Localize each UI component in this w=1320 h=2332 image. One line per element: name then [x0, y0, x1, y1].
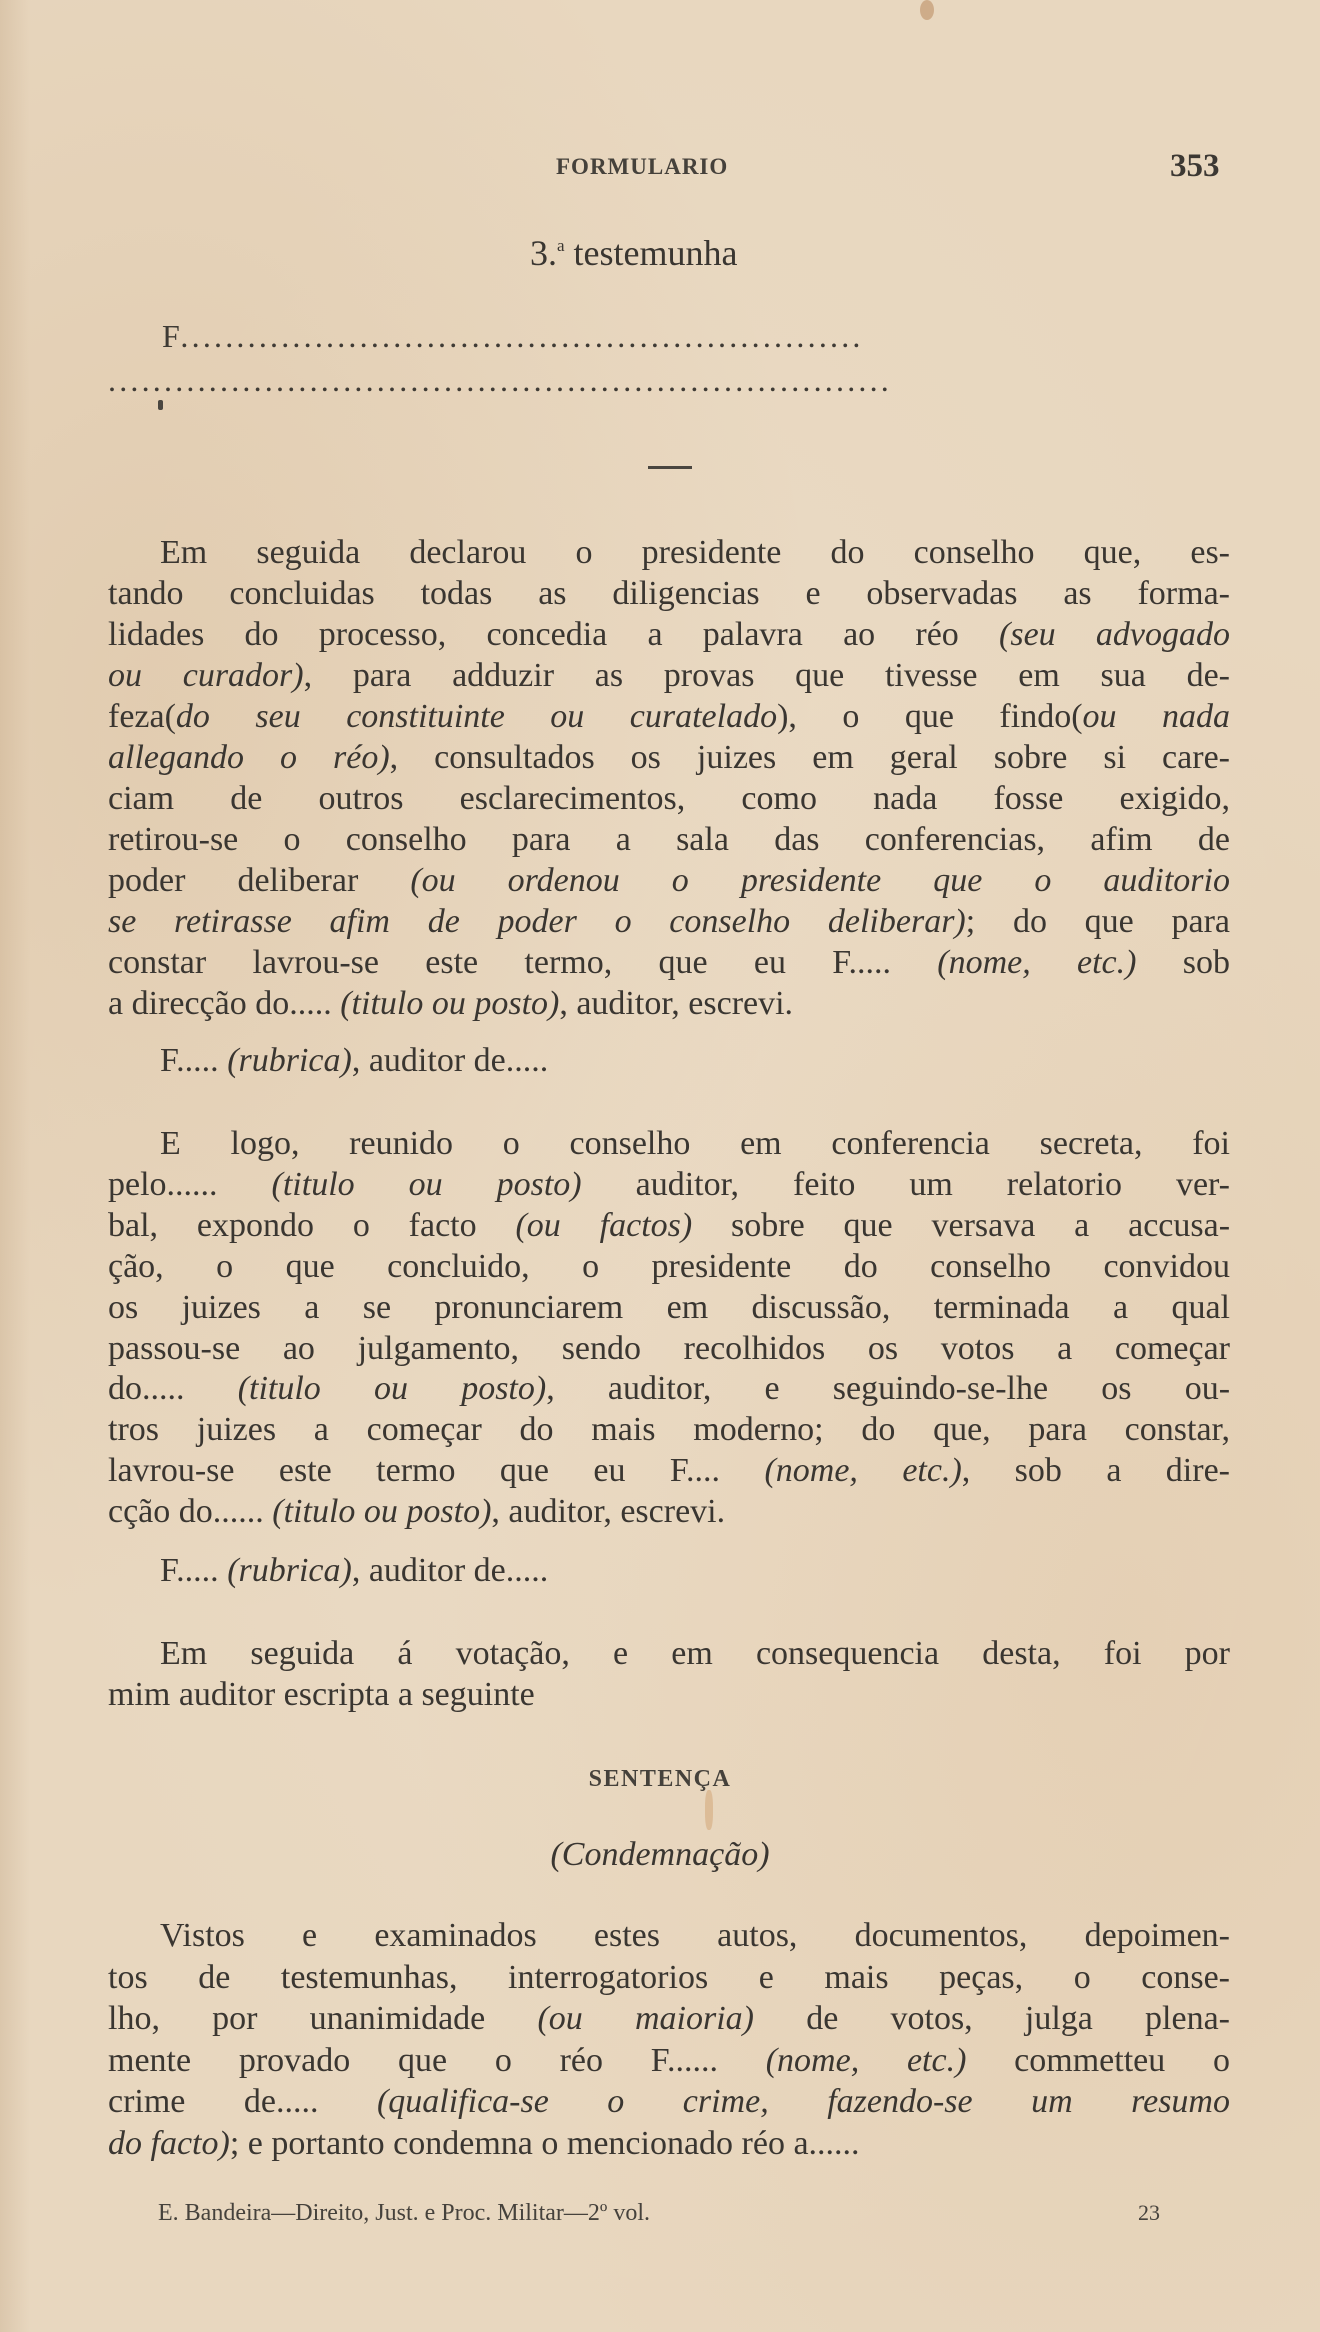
text-run: , auditor de..... [351, 1042, 549, 1079]
text-run: a direcção do..... [108, 985, 341, 1022]
text-run: Em seguida á votação, e em consequencia desta, foi por [160, 1635, 1230, 1672]
text-run: tando concluidas todas as diligencias e observadas as forma- [108, 575, 1230, 612]
text-run: tos de testemunhas, interrogatorios e mais peças, o conse- [108, 1958, 1230, 1996]
italic-text: (rubrica) [227, 1042, 352, 1079]
italic-text: (nome, etc.) [765, 2041, 967, 2079]
text-run: passou-se ao julgamento, sendo recolhidos os votos a começar [108, 1329, 1230, 1367]
text-line [160, 1550, 1230, 1591]
italic-text: (qualifica-se o crime, fazendo-se um resumo [376, 2083, 1230, 2120]
text-run: , consultados os juizes em geral sobre si care- [389, 739, 1230, 776]
text-line [108, 2040, 1230, 2081]
text-run: , auditor, escrevi. [491, 1493, 726, 1531]
printer-mark [158, 400, 163, 410]
text-line [108, 1205, 1230, 1246]
text-run: E logo, reunido o conselho em conferencia secreta, foi [160, 1125, 1230, 1162]
italic-text: se retirasse afim de poder o conselho deliberar) [108, 903, 966, 940]
text-run: mim auditor escripta a seguinte [108, 1675, 535, 1713]
ordinal-indicator: a [557, 236, 565, 255]
text-run: commetteu o [966, 2041, 1230, 2079]
text-run: F..... [160, 1552, 228, 1589]
text-run: retirou-se o conselho para a sala das conferencias, afim de [108, 821, 1230, 858]
text-run: Vistos e examinados estes autos, documentos, depoimen- [160, 1917, 1230, 1954]
section-divider [648, 466, 692, 469]
italic-text: (ou ordenou o presidente que o auditorio [410, 862, 1230, 899]
text-line [160, 1040, 1230, 1081]
sentence-subheading: (Condemnação) [550, 1836, 770, 1873]
text-line [108, 696, 1230, 737]
italic-text: ou nada [1082, 698, 1230, 735]
text-run: feza( [108, 698, 176, 735]
text-run: , sob a dire- [961, 1452, 1230, 1490]
text-line [108, 2081, 1230, 2122]
text-run: sobre que versava a accusa- [692, 1206, 1231, 1244]
italic-text: (titulo ou posto) [340, 985, 560, 1022]
text-run: F..... [160, 1042, 228, 1079]
page-number: 353 [1170, 148, 1220, 184]
text-run: ciam de outros esclarecimentos, como nada fosse exigido, [108, 780, 1230, 817]
text-run: bal, expondo o facto [108, 1206, 516, 1244]
text-line [160, 1915, 1230, 1956]
witness-label: testemunha [573, 233, 738, 273]
italic-text: (ou maioria) [537, 2000, 755, 2037]
witness-heading [530, 232, 738, 274]
text-run: ; e portanto condemna o mencionado réo a...... [229, 2124, 860, 2162]
text-run: , auditor, escrevi. [559, 985, 794, 1022]
text-run: lavrou-se este termo que eu F.... [108, 1452, 765, 1490]
text-line [108, 1409, 1230, 1450]
text-run: cção do...... [108, 1493, 273, 1531]
italic-text: (titulo ou posto) [272, 1493, 492, 1531]
text-run: lho, por unanimidade [108, 2000, 538, 2037]
text-line [108, 573, 1230, 614]
text-line [108, 942, 1230, 983]
text-line [108, 1957, 1230, 1998]
text-run: poder deliberar [108, 862, 411, 899]
witness-number: 3. [530, 233, 557, 273]
witness-name-line: F............................................................. [162, 318, 864, 354]
text-run: tros juizes a começar do mais moderno; do que, para constar, [108, 1411, 1230, 1449]
text-run: mente provado que o réo F...... [108, 2041, 766, 2079]
text-line [108, 1450, 1230, 1491]
text-line [108, 1246, 1230, 1287]
text-line [108, 1674, 1230, 1715]
text-line [108, 655, 1230, 696]
text-line [108, 860, 1230, 901]
footer-signature-number: 23 [1138, 2200, 1160, 2225]
text-line [108, 778, 1230, 819]
text-line [108, 1287, 1230, 1328]
text-run: lidades do processo, concedia a palavra ao réo [108, 616, 1000, 653]
text-run: do..... [108, 1370, 238, 1408]
italic-text: (nome, etc.) [937, 944, 1137, 981]
italic-text: (titulo ou posto) [271, 1165, 582, 1203]
text-run: ), o que findo( [777, 698, 1083, 735]
text-line [108, 1328, 1230, 1369]
text-run: pelo...... [108, 1165, 272, 1203]
text-line [160, 532, 1230, 573]
italic-text: do seu constituinte ou curatelado [175, 698, 778, 735]
italic-text: (rubrica) [227, 1552, 352, 1589]
text-run: de votos, julga plena- [754, 2000, 1231, 2037]
text-line [108, 2123, 1230, 2164]
text-line [108, 1164, 1230, 1205]
text-run: sob [1136, 944, 1231, 981]
running-head: FORMULARIO [556, 154, 729, 179]
paper-stain [920, 0, 934, 20]
italic-text: do facto) [108, 2124, 230, 2162]
text-line [108, 819, 1230, 860]
text-line [108, 1998, 1230, 2039]
italic-text: ou curador) [108, 657, 304, 694]
text-run: constar lavrou-se este termo, que eu F..... [108, 944, 938, 981]
sentence-heading: SENTENÇA [588, 1766, 732, 1792]
text-run: ção, o que concluido, o presidente do conselho convidou [108, 1247, 1230, 1285]
text-run: , auditor de..... [351, 1552, 549, 1589]
text-line [108, 1491, 1230, 1532]
italic-text: (ou factos) [515, 1206, 693, 1244]
italic-text: (nome, etc.) [764, 1452, 962, 1490]
text-line [108, 901, 1230, 942]
witness-continuation-line: ...................................................................... [108, 362, 892, 398]
text-run: auditor, feito um relatorio ver- [581, 1165, 1230, 1203]
italic-text: allegando o réo) [108, 739, 390, 776]
text-run: ; do que para [965, 903, 1231, 940]
text-run: , auditor, e seguindo-se-lhe os ou- [546, 1370, 1231, 1408]
paper-stain [705, 1790, 713, 1830]
text-run: crime de..... [108, 2083, 377, 2120]
text-line [108, 737, 1230, 778]
text-line [108, 983, 1230, 1024]
italic-text: (seu advogado [999, 616, 1230, 653]
text-run: os juizes a se pronunciarem em discussão, terminada a qual [108, 1288, 1230, 1326]
text-line [108, 1368, 1230, 1409]
italic-text: (titulo ou posto) [237, 1370, 547, 1408]
text-line [108, 614, 1230, 655]
text-run: Em seguida declarou o presidente do conselho que, es- [160, 534, 1230, 571]
text-line [160, 1123, 1230, 1164]
text-line [160, 1633, 1230, 1674]
text-run: , para adduzir as provas que tivesse em sua de- [303, 657, 1230, 694]
footer-signature: E. Bandeira—Direito, Just. e Proc. Militar—2º vol. [158, 2200, 651, 2226]
